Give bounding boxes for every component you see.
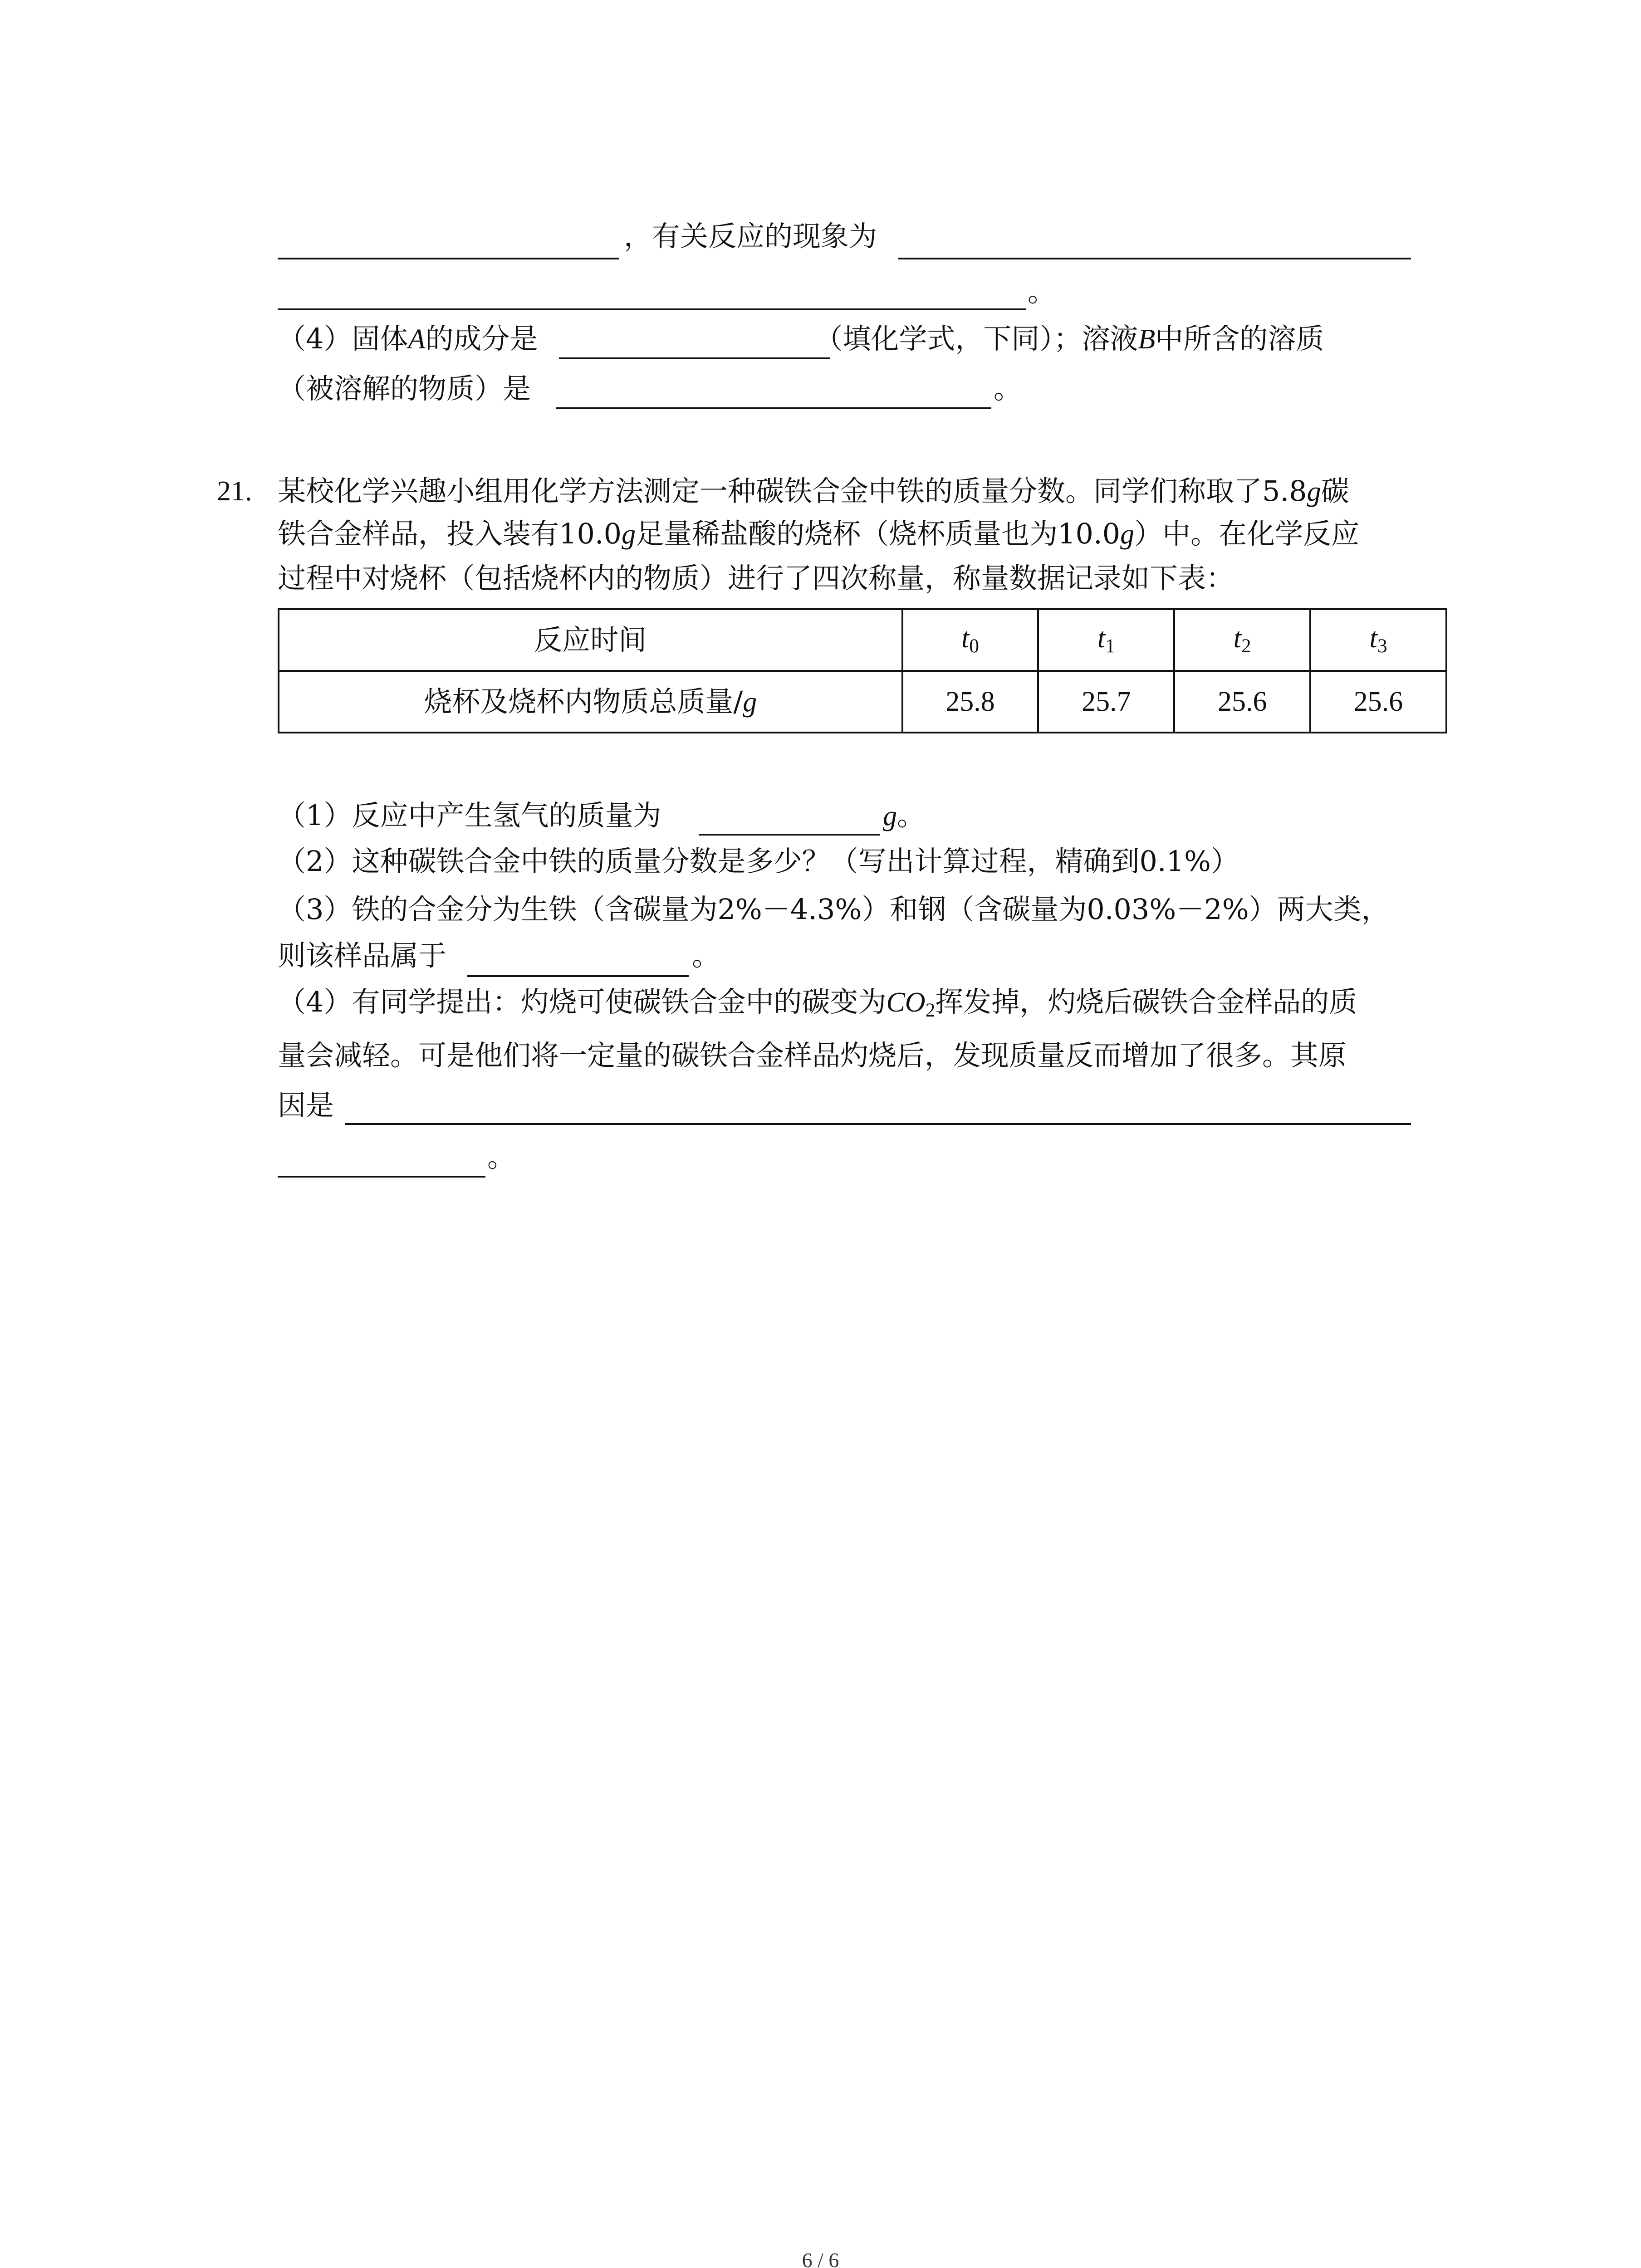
weighing-data-table — [278, 608, 1447, 733]
q20-line2-end: 。 — [1028, 275, 1056, 308]
q21-stem-line1 — [278, 474, 1349, 508]
table-row-label: 烧杯及烧杯内物质总质量/g — [279, 671, 902, 733]
unit-g: g — [1307, 476, 1321, 507]
unit-g: g — [622, 519, 636, 550]
answer-blank-q20-4b[interactable] — [556, 407, 991, 409]
q21-stem-line3: 过程中对烧杯（包括烧杯内的物质）进行了四次称量，称量数据记录如下表： — [278, 562, 1234, 595]
table-header-label: 反应时间 — [279, 609, 902, 671]
answer-blank-q20-3a[interactable] — [278, 258, 619, 259]
q21-part2: （2）这种碳铁合金中铁的质量分数是多少？（写出计算过程，精确到0.1%） — [278, 845, 1239, 878]
q21-part4-line3: 因是 — [278, 1089, 334, 1122]
q21-part1 — [278, 799, 661, 832]
table-header-time: $t_1$ — [1038, 609, 1174, 671]
q21-stem-line2-text-b: 足量稀盐酸的烧杯（烧杯质量也为10.0 — [636, 517, 1121, 550]
table-cell-mass: 25.8 — [902, 671, 1038, 733]
answer-blank-q20-3c[interactable] — [278, 308, 1026, 310]
answer-blank-q21-4a[interactable] — [345, 1123, 1411, 1125]
q21-stem-line1-end: 碳 — [1321, 474, 1349, 508]
answer-blank-q20-4a[interactable] — [559, 357, 830, 359]
q21-part4-line1: （4）有同学提出：灼烧可使碳铁合金中的碳变为$CO_2$挥发掉，灼烧后碳铁合金样品的质 — [278, 985, 1357, 1021]
q21-part4-text-a: （4）有同学提出：灼烧可使碳铁合金中的碳变为 — [278, 985, 887, 1018]
q21-part3-line1: （3）铁的合金分为生铁（含碳量为2%－4.3%）和钢（含碳量为0.03%－2%）两大类， — [278, 893, 1390, 926]
q21-part3-end: 。 — [692, 939, 720, 972]
table-cell-mass: 25.6 — [1310, 671, 1446, 733]
unit-g: g — [1120, 519, 1135, 550]
table-cell-mass: 25.7 — [1038, 671, 1174, 733]
q21-stem-line1-text: 某校化学兴趣小组用化学方法测定一种碳铁合金中铁的质量分数。同学们称取了5.8 — [278, 474, 1307, 508]
q20-part4-line2: （被溶解的物质）是 — [278, 372, 531, 405]
q20-part4-end: 中所含的溶质 — [1155, 322, 1324, 355]
q20-part4-mid: 的成分是 — [425, 322, 538, 355]
answer-blank-q20-3b[interactable] — [898, 258, 1411, 259]
q21-stem-line2 — [278, 517, 1360, 550]
q20-part4-line1 — [278, 322, 1324, 355]
q20-line1-text: ，有关反应的现象为 — [624, 220, 877, 253]
co2-formula: CO — [886, 987, 926, 1018]
q20-part4-line2-end: 。 — [994, 372, 1022, 405]
solution-b-symbol: B — [1138, 324, 1156, 355]
q20-part4-prefix: （4）固体 — [278, 322, 408, 355]
table-row — [279, 671, 1446, 733]
table-header-time: $t_3$ — [1310, 609, 1446, 671]
table-header-time: $t_0$ — [902, 609, 1038, 671]
q21-part1-unit: g。 — [883, 799, 926, 832]
q21-part4-line2: 量会减轻。可是他们将一定量的碳铁合金样品灼烧后，发现质量反而增加了很多。其原 — [278, 1039, 1347, 1072]
q21-number: 21. — [217, 476, 252, 507]
solid-a-symbol: A — [408, 324, 426, 355]
q21-part3-line2: 则该样品属于 — [278, 939, 447, 972]
answer-blank-q21-3[interactable] — [467, 975, 689, 977]
answer-blank-q21-1[interactable] — [699, 834, 880, 836]
page-number: 6 / 6 — [802, 2248, 839, 2268]
q20-part4-after-blank: （填化学式，下同）；溶液 — [814, 322, 1138, 355]
q21-part4-text-b: 挥发掉，灼烧后碳铁合金样品的质 — [935, 985, 1357, 1018]
table-row — [279, 609, 1446, 671]
q21-stem-line2-text-a: 铁合金样品，投入装有10.0 — [278, 517, 622, 550]
q21-stem-line2-text-c: ）中。在化学反应 — [1134, 517, 1360, 550]
q21-part1-text: （1）反应中产生氢气的质量为 — [278, 799, 661, 832]
q21-part4-end: 。 — [487, 1140, 516, 1173]
table-header-time: $t_2$ — [1174, 609, 1310, 671]
answer-blank-q21-4b[interactable] — [278, 1176, 485, 1178]
table-cell-mass: 25.6 — [1174, 671, 1310, 733]
